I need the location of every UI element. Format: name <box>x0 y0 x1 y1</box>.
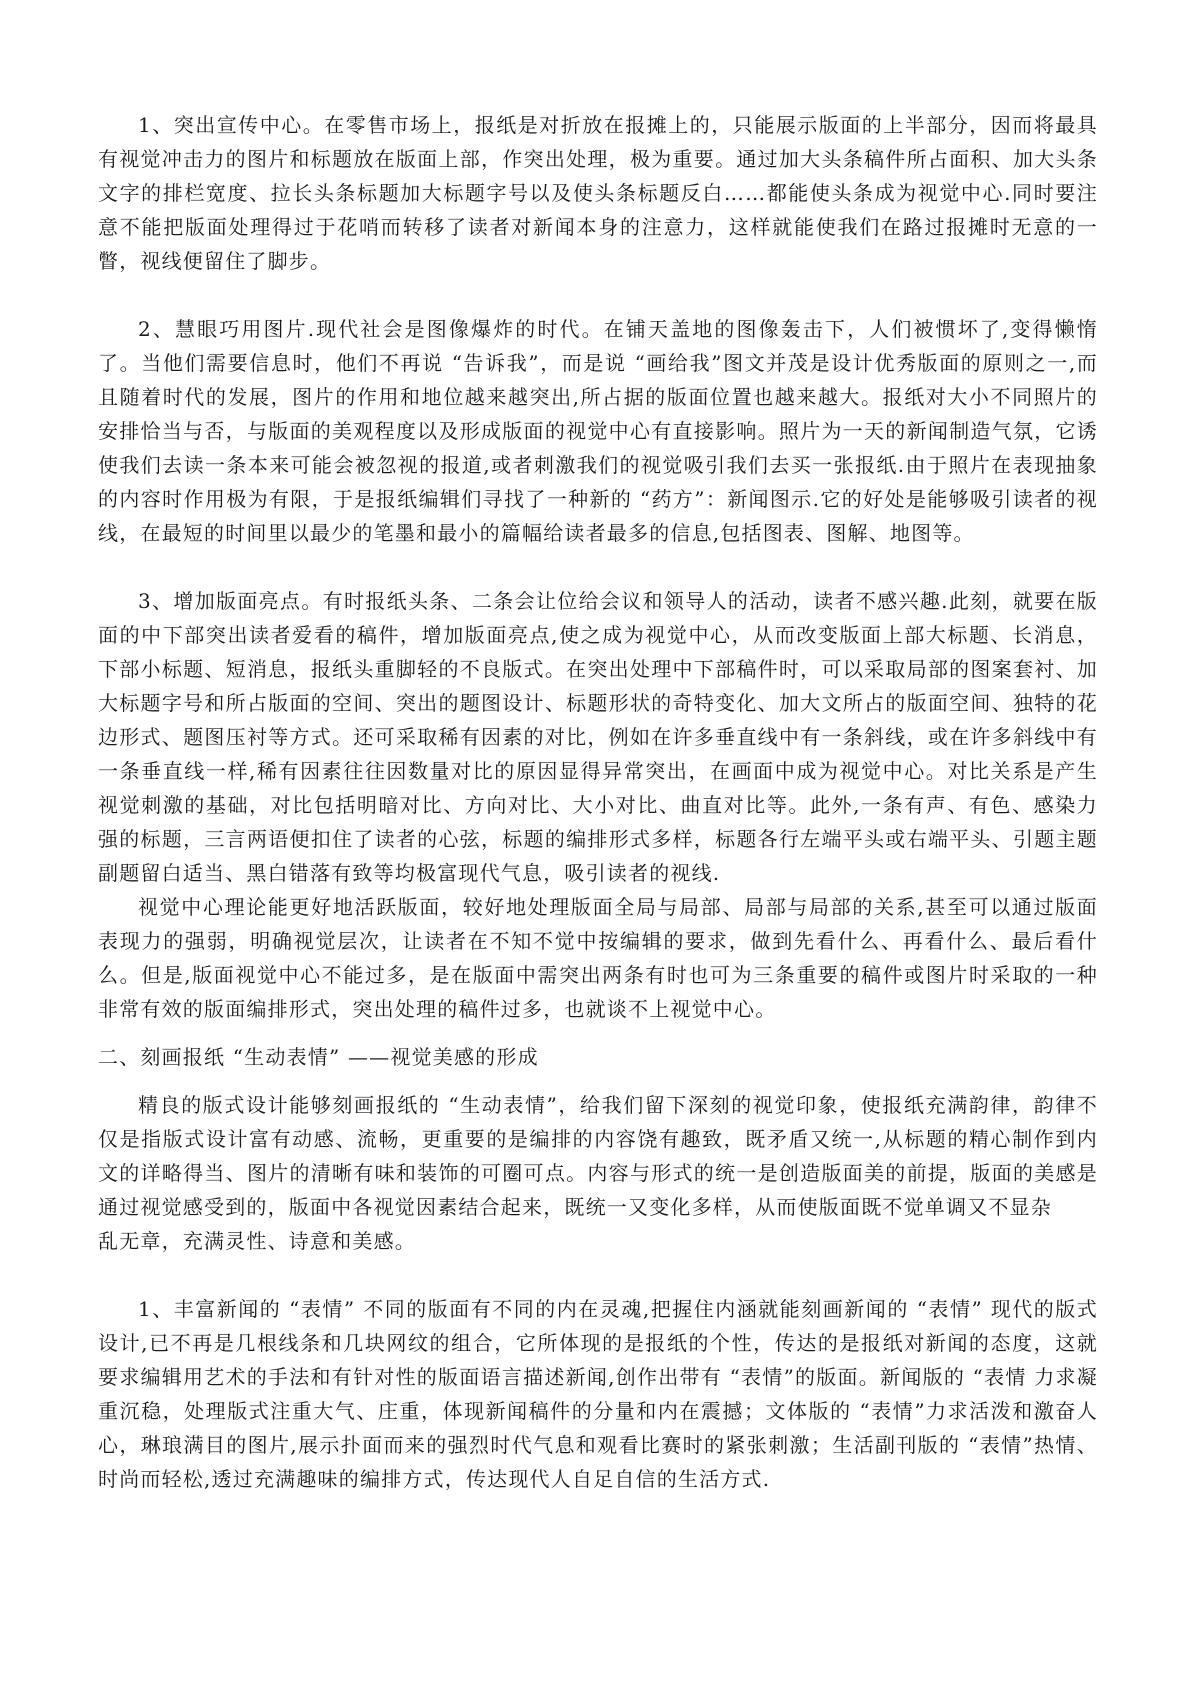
section-heading: 二、刻画报纸 “生动表情” ——视觉美感的形成 <box>98 1045 539 1069</box>
paragraph-layout-expression: 精良的版式设计能够刻画报纸的 “生动表情”，给我们留下深刻的视觉印象，使报纸充满韵律，韵律不仅是指版式设计富有动感、流畅，更重要的是编排的内容饶有趣致，既矛盾又统一,从标题的精心制作到内文的详略得当、图片的清晰有味和装饰的可圈可点。内容与形式的统一是创造版面美的前提，版面的美感是通过视觉感受到的，版面中各视觉因素结合起来，既统一又变化多样，从而使版面既不觉单调又不显杂 <box>98 1093 1098 1219</box>
paragraph-add-highlights: 3、增加版面亮点。有时报纸头条、二条会让位给会议和领导人的活动，读者不感兴趣.此刻，就要在版面的中下部突出读者爱看的稿件，增加版面亮点,使之成为视觉中心，从而改变版面上部大标题、长消息，下部小标题、短消息，报纸头重脚轻的不良版式。在突出处理中下部稿件时，可以采取局部的图案套衬、加大标题字号和所占版面的空间、突出的题图设计、标题形状的奇特变化、加大文所占的版面空间、独特的花边形式、题图压衬等方式。还可采取稀有因素的对比，例如在许多垂直线中有一条斜线，或在许多斜线中有一条垂直线一样,稀有因素往往因数量对比的原因显得异常突出，在画面中成为视觉中心。对比关系是产生视觉刺激的基础，对比包括明暗对比、方向对比、大小对比、曲直对比等。此外,一条有声、有色、感染力强的标题，三言两语便扣住了读者的心弦，标题的编排形式多样，标题各行左端平头或右端平头、引题主题副题留白适当、黑白错落有致等均极富现代气息，吸引读者的视线. <box>98 589 1098 885</box>
paragraph-news-expression: 1、丰富新闻的 “表情” 不同的版面有不同的内在灵魂,把握住内涵就能刻画新闻的 “表情” 现代的版式设计,已不再是几根线条和几块网纹的组合，它所体现的是报纸的个性，传达的是报纸对新闻的态度，这就要求编辑用艺术的手法和有针对性的版面语言描述新闻,创作出带有 “表情”的版面。新闻版的 “表情 力求凝重沉稳，处理版式注重大气、庄重，体现新闻稿件的分量和内在震撼；文体版的 “表情”力求活泼和激奋人心，琳琅满目的图片,展示扑面而来的强烈时代气息和观看比赛时的紧张刺激；生活副刊版的 “表情”热情、时尚而轻松,透过充满趣味的编排方式，传达现代人自足自信的生活方式. <box>98 1297 1098 1491</box>
paragraph-continuation: 乱无章，充满灵性、诗意和美感。 <box>98 1229 416 1253</box>
paragraph-highlight-center: 1、突出宣传中心。在零售市场上，报纸是对折放在报摊上的，只能展示版面的上半部分，因而将最具有视觉冲击力的图片和标题放在版面上部，作突出处理，极为重要。通过加大头条稿件所占面积、加大头条文字的排栏宽度、拉长头条标题加大标题字号以及使头条标题反白……都能使头条成为视觉中心.同时要注意不能把版面处理得过于花哨而转移了读者对新闻本身的注意力，这样就能使我们在路过报摊时无意的一瞥，视线便留住了脚步。 <box>98 113 1098 273</box>
paragraph-visual-center-theory: 视觉中心理论能更好地活跃版面，较好地处理版面全局与局部、局部与局部的关系,甚至可以通过版面表现力的强弱，明确视觉层次，让读者在不知不觉中按编辑的要求，做到先看什么、再看什么、最后看什么。但是,版面视觉中心不能过多，是在版面中需突出两条有时也可为三条重要的稿件或图片时采取的一种非常有效的版面编排形式，突出处理的稿件过多，也就谈不上视觉中心。 <box>98 895 1098 1021</box>
paragraph-use-images: 2、慧眼巧用图片.现代社会是图像爆炸的时代。在铺天盖地的图像轰击下，人们被惯坏了,变得懒惰了。当他们需要信息时，他们不再说 “告诉我”，而是说 “画给我”图文并茂是设计优秀版面的原则之一,而且随着时代的发展，图片的作用和地位越来越突出,所占据的版面位置也越来越大。报纸对大小不同照片的安排恰当与否，与版面的美观程度以及形成版面的视觉中心有直接影响。照片为一天的新闻制造气氛，它诱使我们去读一条本来可能会被忽视的报道,或者刺激我们的视觉吸引我们去买一张报纸.由于照片在表现抽象的内容时作用极为有限，于是报纸编辑们寻找了一种新的 “药方”：新闻图示.它的好处是能够吸引读者的视线，在最短的时间里以最少的笔墨和最小的篇幅给读者最多的信息,包括图表、图解、地图等。 <box>98 317 1098 545</box>
document-page <box>98 108 1098 1496</box>
